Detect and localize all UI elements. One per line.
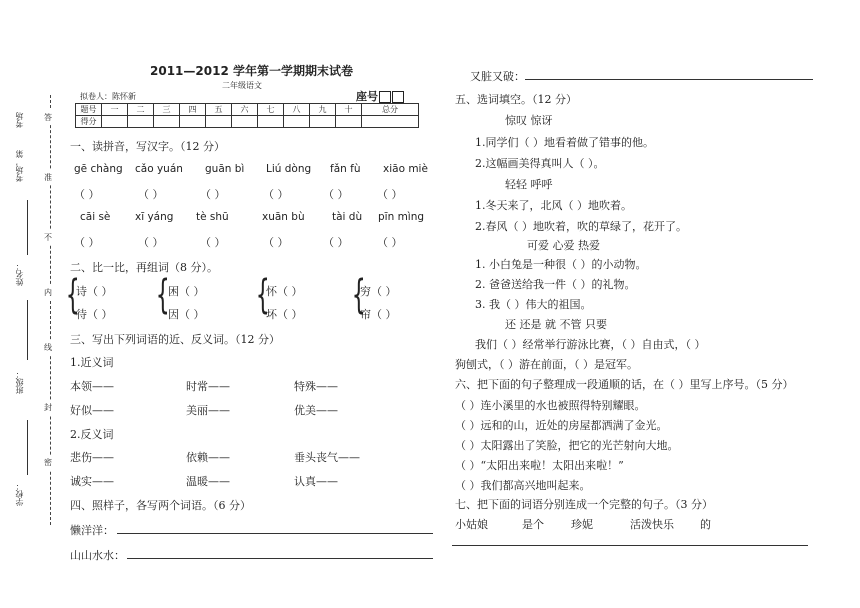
synonym-item[interactable]: 特殊—— bbox=[294, 380, 338, 393]
q7-heading: 七、把下面的词语分别连成一个完整的句子。（3 分） bbox=[455, 498, 713, 511]
binding-char: 内 bbox=[44, 285, 52, 300]
score-input-cell[interactable] bbox=[128, 116, 154, 128]
seat-box[interactable] bbox=[379, 91, 391, 103]
score-table-header-row bbox=[76, 104, 419, 116]
exam-subtitle: 二年级语文 bbox=[222, 81, 262, 90]
pinyin: fǎn fù bbox=[330, 163, 361, 175]
q3-heading: 三、写出下列词语的近、反义词。（12 分） bbox=[70, 333, 280, 346]
compare-word[interactable]: 穷（ ） bbox=[360, 285, 397, 298]
seat-box[interactable] bbox=[392, 91, 404, 103]
word-choices: 轻轻 呼呼 bbox=[505, 178, 553, 191]
antonym-item[interactable]: 诚实—— bbox=[70, 475, 114, 488]
synonym-item[interactable]: 时常—— bbox=[186, 380, 230, 393]
compare-word[interactable]: 帘（ ） bbox=[360, 308, 397, 321]
pinyin: xiāo miè bbox=[383, 163, 428, 175]
score-cell: 八 bbox=[284, 104, 310, 116]
answer-blank[interactable]: （ ） bbox=[74, 236, 100, 249]
answer-blank[interactable]: （ ） bbox=[200, 236, 226, 249]
brace-icon: { bbox=[255, 272, 270, 318]
order-item[interactable]: （ ）“太阳出来啦！太阳出来啦！” bbox=[455, 459, 624, 472]
binding-char: 不 bbox=[44, 230, 52, 245]
antonym-subheading: 2.反义词 bbox=[70, 428, 114, 441]
score-input-cell[interactable] bbox=[102, 116, 128, 128]
antonym-item[interactable]: 温暖—— bbox=[186, 475, 230, 488]
fill-sentence[interactable]: 2.这幅画美得真叫人（ ）。 bbox=[475, 157, 605, 170]
class-label: 班级： bbox=[15, 370, 24, 394]
fill-sentence[interactable]: 1.同学们（ ）地看着做了错事的他。 bbox=[475, 136, 654, 149]
score-input-cell[interactable] bbox=[206, 116, 232, 128]
school-line bbox=[27, 420, 28, 475]
pinyin: xuān bù bbox=[262, 211, 305, 223]
binding-char: 准 bbox=[44, 170, 52, 185]
antonym-item[interactable]: 认真—— bbox=[294, 475, 338, 488]
q6-heading: 六、把下面的句子整理成一段通顺的话，在（ ）里写上序号。（5 分） bbox=[455, 378, 794, 391]
compare-word[interactable]: 待（ ） bbox=[76, 308, 113, 321]
score-input-cell[interactable] bbox=[258, 116, 284, 128]
score-cell: 三 bbox=[154, 104, 180, 116]
q4-heading: 四、照样子，各写两个词语。（6 分） bbox=[70, 499, 251, 512]
binding-char: 线 bbox=[44, 340, 52, 355]
pinyin: xī yáng bbox=[135, 211, 174, 223]
binding-char: 密 bbox=[44, 455, 52, 470]
answer-blank[interactable]: （ ） bbox=[323, 188, 349, 201]
sentence-word: 活泼快乐 bbox=[630, 518, 674, 531]
brace-icon: { bbox=[65, 272, 80, 318]
exam-author: 拟卷人：陈怀新 bbox=[80, 92, 136, 101]
score-table-score-row bbox=[76, 116, 419, 128]
antonym-item[interactable]: 依赖—— bbox=[186, 451, 230, 464]
pinyin: guān bì bbox=[205, 163, 245, 175]
pinyin: gē chàng bbox=[74, 163, 123, 175]
score-cell: 十 bbox=[336, 104, 362, 116]
answer-line[interactable] bbox=[127, 558, 433, 559]
synonym-item[interactable]: 美丽—— bbox=[186, 404, 230, 417]
score-input-cell[interactable] bbox=[180, 116, 206, 128]
fill-sentence[interactable]: 1. 小白兔是一种很（ ）的小动物。 bbox=[475, 258, 647, 271]
sentence-word: 是个 bbox=[522, 518, 544, 531]
score-cell: 七 bbox=[258, 104, 284, 116]
q5-heading: 五、选词填空。（12 分） bbox=[455, 93, 577, 106]
fill-sentence[interactable]: 我们（ ）经常举行游泳比赛，（ ）自由式，（ ） bbox=[475, 338, 706, 351]
synonym-item[interactable]: 优美—— bbox=[294, 404, 338, 417]
answer-blank[interactable]: （ ） bbox=[263, 236, 289, 249]
score-input-cell[interactable] bbox=[284, 116, 310, 128]
word-choices: 惊叹 惊讶 bbox=[505, 114, 553, 127]
score-input-cell[interactable] bbox=[232, 116, 258, 128]
word-choices: 可爱 心爱 热爱 bbox=[527, 239, 600, 252]
order-item[interactable]: （ ）远和的山，近处的房屋都洒满了金光。 bbox=[455, 419, 668, 432]
sentence-word: 小姑娘 bbox=[455, 518, 488, 531]
example-label: 懒洋洋： bbox=[70, 524, 114, 537]
antonym-item[interactable]: 垂头丧气—— bbox=[294, 451, 360, 464]
brace-icon: { bbox=[351, 272, 366, 318]
answer-blank[interactable]: （ ） bbox=[377, 236, 403, 249]
score-cell: 四 bbox=[180, 104, 206, 116]
score-cell: 一 bbox=[102, 104, 128, 116]
example-label: 又脏又破： bbox=[470, 70, 525, 83]
antonym-item[interactable]: 悲伤—— bbox=[70, 451, 114, 464]
school-label: 学校： bbox=[15, 482, 24, 506]
pinyin: tài dù bbox=[332, 211, 363, 223]
fill-sentence[interactable]: 2.春风（ ）地吹着，吹的草绿了，花开了。 bbox=[475, 220, 687, 233]
example-label: 山山水水： bbox=[70, 549, 125, 562]
score-cell: 五 bbox=[206, 104, 232, 116]
synonym-subheading: 1.近义词 bbox=[70, 356, 114, 369]
compare-word[interactable]: 因（ ） bbox=[168, 308, 205, 321]
pinyin: pīn mìng bbox=[378, 211, 425, 223]
fill-sentence[interactable]: 狗刨式，（ ）游在前面，（ ）是冠军。 bbox=[455, 358, 638, 371]
order-item[interactable]: （ ）我们都高兴地叫起来。 bbox=[455, 479, 591, 492]
answer-line[interactable] bbox=[452, 545, 808, 546]
score-input-cell[interactable] bbox=[154, 116, 180, 128]
score-cell: 得分 bbox=[76, 116, 102, 128]
name-line bbox=[27, 200, 28, 255]
fill-sentence[interactable]: 1.冬天来了，北风（ ）地吹着。 bbox=[475, 199, 632, 212]
answer-blank[interactable]: （ ） bbox=[323, 236, 349, 249]
answer-blank[interactable]: （ ） bbox=[263, 188, 289, 201]
pinyin: cǎo yuán bbox=[135, 163, 183, 175]
answer-blank[interactable]: （ ） bbox=[138, 188, 164, 201]
seat-label: 座号 bbox=[356, 90, 378, 103]
sentence-word: 珍妮 bbox=[571, 518, 593, 531]
answer-blank[interactable]: （ ） bbox=[200, 188, 226, 201]
score-cell: 二 bbox=[128, 104, 154, 116]
order-item[interactable]: （ ）太阳露出了笑脸，把它的光芒射向大地。 bbox=[455, 439, 679, 452]
class-line bbox=[27, 300, 28, 360]
compare-word[interactable]: 困（ ） bbox=[168, 285, 205, 298]
score-table bbox=[75, 103, 419, 128]
exam-room-label: 考场 bbox=[15, 112, 24, 128]
score-input-cell[interactable] bbox=[336, 116, 362, 128]
brace-icon: { bbox=[155, 272, 170, 318]
name-label: 姓名： bbox=[15, 262, 24, 286]
order-item[interactable]: （ ）连小溪里的水也被照得特别耀眼。 bbox=[455, 399, 646, 412]
exam-room-number-label: 考场，第 bbox=[15, 150, 24, 182]
synonym-item[interactable]: 本领—— bbox=[70, 380, 114, 393]
pinyin: Liú dòng bbox=[266, 163, 312, 175]
exam-title: 2011—2012 学年第一学期期末试卷 bbox=[150, 64, 353, 78]
answer-blank[interactable]: （ ） bbox=[74, 188, 100, 201]
score-cell: 六 bbox=[232, 104, 258, 116]
answer-blank[interactable]: （ ） bbox=[138, 236, 164, 249]
compare-word[interactable]: 坏（ ） bbox=[266, 308, 303, 321]
sentence-word: 的 bbox=[700, 518, 711, 531]
seat-number bbox=[356, 88, 404, 104]
pinyin: tè shū bbox=[196, 211, 229, 223]
answer-line[interactable] bbox=[117, 533, 433, 534]
score-cell: 题号 bbox=[76, 104, 102, 116]
pinyin: cāi sè bbox=[80, 211, 111, 223]
word-choices: 还 还是 就 不管 只要 bbox=[505, 318, 607, 331]
q1-heading: 一、读拼音，写汉字。（12 分） bbox=[70, 140, 225, 153]
answer-blank[interactable]: （ ） bbox=[377, 188, 403, 201]
q2-heading: 二、比一比，再组词（8 分）。 bbox=[70, 261, 218, 274]
binding-char: 封 bbox=[44, 400, 52, 415]
answer-line[interactable] bbox=[525, 79, 813, 80]
score-input-cell[interactable] bbox=[362, 116, 419, 128]
score-cell: 九 bbox=[310, 104, 336, 116]
synonym-item[interactable]: 好似—— bbox=[70, 404, 114, 417]
compare-word[interactable]: 怀（ ） bbox=[266, 285, 303, 298]
fill-sentence[interactable]: 2. 爸爸送给我一件（ ）的礼物。 bbox=[475, 278, 636, 291]
score-input-cell[interactable] bbox=[310, 116, 336, 128]
score-cell: 总分 bbox=[362, 104, 419, 116]
fill-sentence[interactable]: 3. 我（ ）伟大的祖国。 bbox=[475, 298, 592, 311]
compare-word[interactable]: 诗（ ） bbox=[76, 285, 113, 298]
binding-char: 答 bbox=[44, 110, 52, 125]
